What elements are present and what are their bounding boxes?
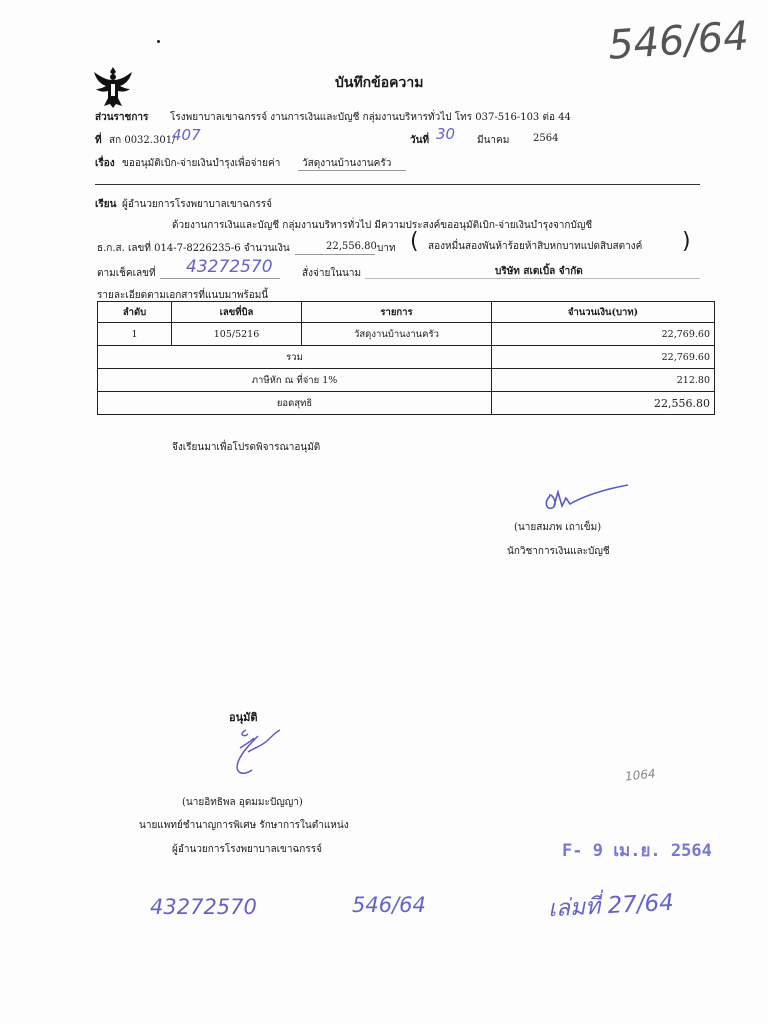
cheque-number-bottom: 43272570 bbox=[150, 895, 257, 919]
total-value: 22,769.60 bbox=[492, 346, 715, 369]
tax-row bbox=[98, 369, 715, 392]
row-item: วัสดุงานบ้านงานครัว bbox=[302, 323, 492, 346]
subject-underline bbox=[298, 170, 406, 171]
net-row bbox=[98, 392, 715, 415]
table-row bbox=[98, 323, 715, 346]
dept-label: ส่วนราชการ bbox=[95, 112, 149, 123]
amount-words: สองหมื่นสองพันห้าร้อยห้าสิบหกบาทแปดสิบสตางค์ bbox=[428, 241, 643, 252]
signer1-position: นักวิชาการเงินและบัญชี bbox=[507, 546, 610, 557]
to-label: เรียน bbox=[95, 199, 117, 210]
cheque-handwritten: 43272570 bbox=[186, 257, 273, 277]
net-value: 22,556.80 bbox=[492, 392, 715, 415]
signature-director bbox=[228, 726, 284, 782]
row-no: 1 bbox=[98, 323, 172, 346]
book-number: เล่มที่ 27/64 bbox=[547, 889, 675, 923]
header-divider bbox=[95, 184, 700, 185]
header-bill: เลขที่บิล bbox=[172, 302, 302, 323]
subject-item: วัสดุงานบ้านงานครัว bbox=[302, 158, 392, 169]
header-amount: จำนวนเงิน(บาท) bbox=[492, 302, 715, 323]
date-month: มีนาคม bbox=[477, 135, 510, 146]
row-amount: 22,769.60 bbox=[492, 323, 715, 346]
garuda-emblem-icon bbox=[90, 64, 136, 110]
date-label: วันที่ bbox=[410, 135, 430, 146]
ref-handwritten: 407 bbox=[172, 126, 201, 144]
details-label: รายละเอียดตามเอกสารที่แนบมาพร้อมนี้ bbox=[97, 290, 269, 301]
subject-value: ขออนุมัติเบิก-จ่ายเงินบำรุงเพื่อจ่ายค่า bbox=[122, 158, 281, 169]
amount-underline bbox=[295, 254, 375, 255]
date-year: 2564 bbox=[533, 133, 559, 144]
to-value: ผู้อำนวยการโรงพยาบาลเขาฉกรรจ์ bbox=[122, 199, 272, 210]
table-header-row bbox=[98, 302, 715, 323]
payee-underline bbox=[365, 278, 700, 279]
date-day: 30 bbox=[436, 125, 456, 143]
total-row bbox=[98, 346, 715, 369]
amount-value: 22,556.80 bbox=[326, 241, 377, 252]
signature-accountant bbox=[540, 482, 632, 516]
payee-label: สั่งจ่ายในนาม bbox=[302, 268, 362, 279]
memo-title: บันทึกข้อความ bbox=[335, 75, 424, 91]
ref-value: สก 0032.301/ bbox=[109, 135, 176, 146]
doc-number-handwritten: 546/64 bbox=[606, 13, 751, 69]
items-table bbox=[97, 301, 715, 415]
stamp-date: 9 เม.ย. 2564 bbox=[592, 841, 712, 861]
signer1-name: (นายสมภพ เถาเข็ม) bbox=[514, 522, 602, 533]
dept-value: โรงพยาบาลเขาฉกรรจ์ งานการเงินและบัญชี กลุ่มงานบริหารทั่วไป โทร 037-516-103 ต่อ 44 bbox=[170, 112, 571, 123]
header-no: ลำดับ bbox=[98, 302, 172, 323]
received-date-stamp bbox=[562, 837, 712, 864]
closing-text: จึงเรียนมาเพื่อโปรดพิจารณาอนุมัติ bbox=[172, 442, 321, 453]
cheque-underline bbox=[160, 278, 280, 279]
total-label: รวม bbox=[98, 346, 492, 369]
bracket-left: ( bbox=[410, 229, 419, 254]
doc-number-bottom: 546/64 bbox=[352, 893, 426, 917]
tax-value: 212.80 bbox=[492, 369, 715, 392]
tax-label: ภาษีหัก ณ ที่จ่าย 1% bbox=[98, 369, 492, 392]
pencil-number: 1064 bbox=[624, 766, 657, 784]
net-label: ยอดสุทธิ bbox=[98, 392, 492, 415]
approver-name: (นายอิทธิพล อุดมมะปัญญา) bbox=[182, 797, 303, 808]
approver-position-1: นายแพทย์ชำนาญการพิเศษ รักษาการในตำแหน่ง bbox=[139, 820, 349, 831]
payee-value: บริษัท สเตเบิ้ล จำกัด bbox=[495, 266, 583, 277]
amount-unit: บาท bbox=[377, 243, 396, 254]
account-label: ธ.ก.ส. เลขที่ 014-7-8226235-6 จำนวนเงิน bbox=[97, 243, 290, 254]
approver-position-2: ผู้อำนวยการโรงพยาบาลเขาฉกรรจ์ bbox=[172, 844, 322, 855]
ref-label: ที่ bbox=[95, 135, 102, 146]
stamp-mark-icon: F- bbox=[562, 841, 583, 861]
approval-label: อนุมัติ bbox=[229, 711, 258, 724]
bracket-right: ) bbox=[682, 229, 691, 254]
ink-dot bbox=[157, 40, 160, 43]
intro-text: ด้วยงานการเงินและบัญชี กลุ่มงานบริหารทั่วไป มีความประสงค์ขออนุมัติเบิก-จ่ายเงินบำรุงจากบัญชี bbox=[172, 220, 593, 231]
header-item: รายการ bbox=[302, 302, 492, 323]
row-bill: 105/5216 bbox=[172, 323, 302, 346]
cheque-label: ตามเช็คเลขที่ bbox=[97, 268, 156, 279]
subject-label: เรื่อง bbox=[95, 158, 115, 169]
